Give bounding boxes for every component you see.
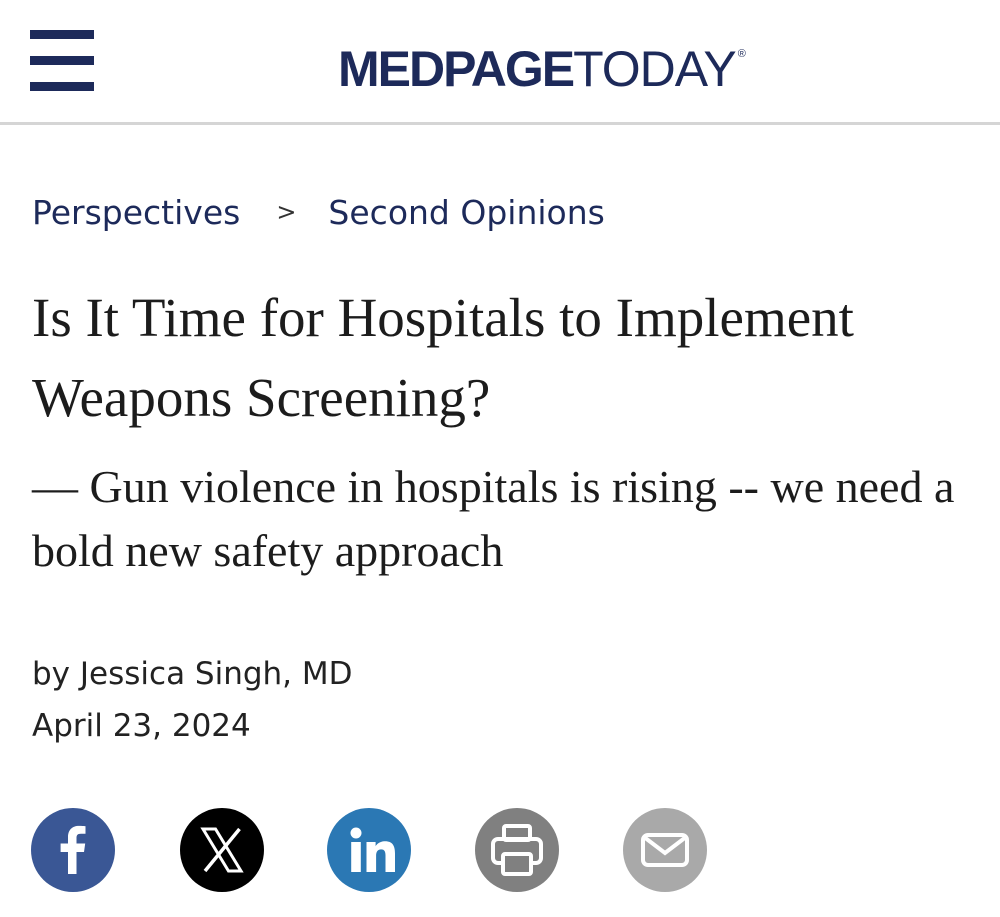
menu-bar: [30, 82, 94, 91]
article-subtitle: — Gun violence in hospitals is rising -- we need a bold new safety approach: [32, 461, 955, 576]
breadcrumb: [32, 190, 605, 234]
publish-date: April 23, 2024: [32, 708, 251, 744]
breadcrumb-perspectives[interactable]: Perspectives: [32, 192, 241, 232]
logo-light-text: TODAY: [573, 41, 736, 97]
article-title: Is It Time for Hospitals to Implement Weapons Screening?: [32, 287, 854, 428]
logo-registered-mark: ®: [737, 48, 746, 60]
email-icon: [623, 808, 707, 892]
logo-bold-text: MEDPAGE: [338, 41, 574, 97]
print-button[interactable]: [475, 808, 559, 892]
x-share-button[interactable]: [180, 808, 264, 892]
byline: [32, 654, 353, 694]
author-name[interactable]: Jessica Singh, MD: [79, 656, 353, 692]
byline-prefix: by: [32, 656, 71, 692]
email-share-button[interactable]: [623, 808, 707, 892]
x-icon: [180, 808, 264, 892]
facebook-icon: [31, 808, 115, 892]
site-header: [0, 0, 1000, 125]
print-icon: [475, 808, 559, 892]
breadcrumb-separator: >: [276, 198, 297, 226]
linkedin-icon: [327, 808, 411, 892]
facebook-share-button[interactable]: [31, 808, 115, 892]
hamburger-menu-icon[interactable]: [30, 30, 94, 92]
site-logo[interactable]: [338, 41, 746, 97]
menu-bar: [30, 56, 94, 65]
linkedin-share-button[interactable]: [327, 808, 411, 892]
breadcrumb-second-opinions[interactable]: Second Opinions: [328, 192, 605, 232]
menu-bar: [30, 30, 94, 39]
